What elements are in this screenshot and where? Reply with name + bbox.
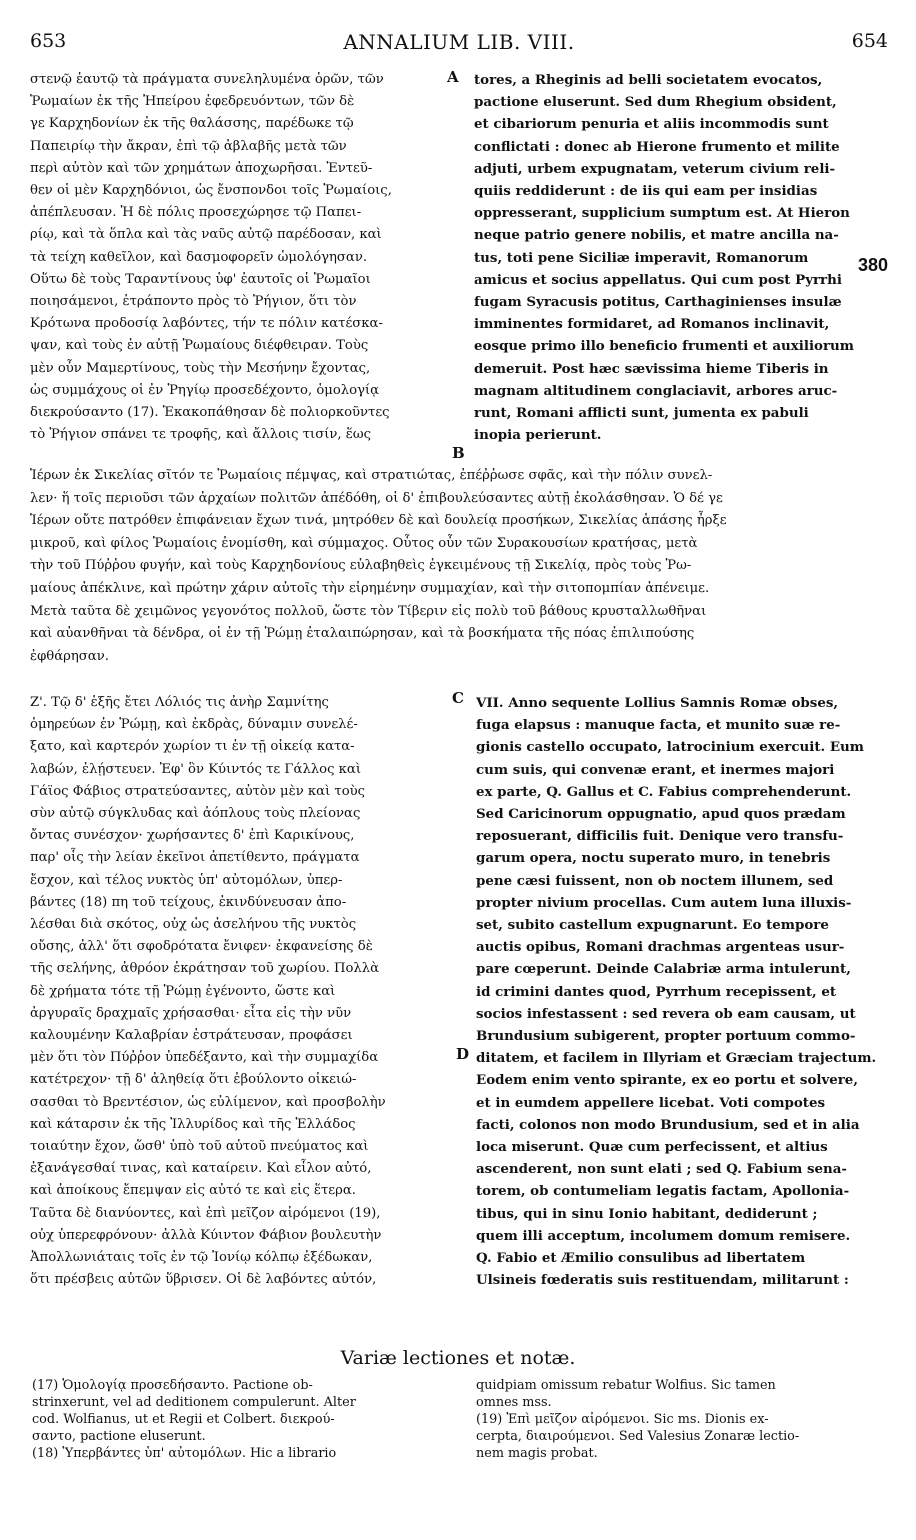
greek-text-line: ὅτι πρέσβεις αὐτῶν ὕβρισεν. Οἱ δὲ λαβόντες αὐτόν, (30, 1272, 377, 1288)
greek-text-line: λαβών, ἐλῄστευεν. Ἐφ' ὃν Κύιντός τε Γάλλος καὶ (30, 761, 362, 777)
greek-text-line: τὰ τείχη καθεῖλον, καὶ δασμοφορεῖν ὡμολόγησαν. (30, 249, 368, 265)
latin-text-line: neque patrio genere nobilis, et matre ancilla na- (474, 227, 839, 244)
latin-column-upper (474, 69, 884, 446)
latin-text-line: conflictati : donec ab Hierone frumento et milite (474, 138, 840, 155)
latin-text-line: tibus, qui in sinu Ionio habitant, dediderunt ; (476, 1205, 818, 1222)
latin-text-line: reposuerant, difficilis fuit. Denique vero transfu- (476, 828, 844, 845)
greek-text-line: οὔσης, ἀλλ' ὅτι σφοδρότατα ἔνιφεν· ἐκφανείσης δὲ (30, 939, 373, 955)
page-number-right: 654 (851, 30, 888, 52)
latin-text-line: et in eumdem appellere licebat. Voti compotes (476, 1094, 826, 1111)
greek-column-lower (30, 692, 455, 1291)
latin-text-line: Ulsineis fœderatis suis restituendam, militarunt : (476, 1272, 849, 1289)
notes-heading: Variæ lectiones et notæ. (340, 1347, 576, 1369)
greek-full-width-paragraph (30, 465, 890, 668)
latin-text-line: Q. Fabio et Æmilio consulibus ad libertatem (476, 1250, 806, 1267)
latin-text-line: pare cœperunt. Deinde Calabriæ arma intulerunt, (476, 961, 851, 978)
notes-right-column (476, 1377, 886, 1462)
greek-text-line: τῆς σελήνης, ἀθρόον ἐκράτησαν τοῦ χωρίου. Πολλὰ (30, 961, 380, 977)
greek-text-line: λεν· ἥ τοῖς περιοῦσι τῶν ἀρχαίων πολιτῶν ἀπέδόθη, οἱ δ' ἐπιβουλεύσαντες αὐτῇ ἐκολάσθησαν. Ὁ δέ γε (30, 490, 723, 506)
latin-text-line: ascenderent, non sunt elati ; sed Q. Fabium sena- (476, 1161, 847, 1178)
latin-text-line: adjuti, urbem expugnatam, veterum civium reli- (474, 160, 836, 177)
greek-text-line: ποιησάμενοι, ἐτράποντο πρὸς τὸ Ῥήγιον, ὅτι τὸν (30, 294, 357, 310)
latin-text-line: garum opera, noctu superato muro, in tenebris (476, 850, 831, 867)
latin-text-line: runt, Romani afflicti sunt, jumenta ex pabuli (474, 405, 809, 422)
latin-text-line: quem illi acceptum, incolumem domum remisere. (476, 1227, 851, 1244)
greek-text-line: περὶ αὐτὸν καὶ τῶν χρημάτων ἀποχωρῆσαι. Ἐντεῦ- (30, 160, 373, 176)
greek-text-line: γε Καρχηδονίων ἐκ τῆς θαλάσσης, παρέδωκε τῷ (30, 116, 354, 132)
latin-text-line: propter nivium procellas. Cum autem luna illuxis- (476, 894, 852, 911)
greek-column-upper (30, 69, 448, 446)
greek-text-line: Ταῦτα δὲ διανύοντες, καὶ ἐπὶ μεῖζον αἰρόμενοι (19), (30, 1205, 381, 1221)
latin-text-line: gionis castello occupato, latrocinium exercuit. Eum (476, 739, 864, 756)
greek-text-line: θεν οἱ μὲν Καρχηδόνιοι, ὡς ἔνσπονδοι τοῖς Ῥωμαίοις, (30, 183, 392, 199)
greek-text-line: σασθαι τὸ Βρεντέσιον, ὡς εὐλίμενον, καὶ προσβολὴν (30, 1094, 386, 1110)
section-letter-a: A (447, 68, 459, 86)
greek-text-line: ψαν, καὶ τοὺς ἐν αὐτῇ Ῥωμαίους διέφθειραν. Τοὺς (30, 338, 369, 354)
greek-text-line: Ἱέρων οὔτε πατρόθεν ἐπιφάνειαν ἔχων τινά, μητρόθεν δὲ καὶ δουλείᾳ προσήκων, Σικελίας ἁπάσης ἦρξε (30, 513, 727, 529)
latin-text-line: cum suis, qui convenæ erant, et inermes majori (476, 761, 835, 778)
greek-text-line: Οὕτω δὲ τοὺς Ταραντίνους ὑφ' ἑαυτοῖς οἱ Ῥωμαῖοι (30, 271, 371, 287)
latin-text-line: ditatem, et facilem in Illyriam et Græciam trajectum. (476, 1050, 877, 1067)
latin-text-line: facti, colonos non modo Brundusium, sed et in alia (476, 1116, 860, 1133)
greek-text-line: σὺν αὐτῷ σύγκλυδας καὶ ἀόπλους τοὺς πλείονας (30, 806, 361, 822)
section-letter-b: B (452, 444, 465, 462)
greek-text-line: μικροῦ, καὶ φίλος Ῥωμαίοις ἐνομίσθη, καὶ σύμμαχος. Οὗτος οὖν τῶν Συρακουσίων κρατήσας, μετὰ (30, 535, 698, 551)
latin-text-line: Brundusium subigerent, propter portuum commo- (476, 1028, 856, 1045)
greek-text-line: λέσθαι διὰ σκότος, οὐχ ὡς ἀσελήνου τῆς νυκτὸς (30, 917, 357, 933)
note-line: strinxerunt, vel ad deditionem compulerunt. Alter (32, 1395, 356, 1410)
greek-text-line: Παπειρίῳ τὴν ἄκραν, ἐπὶ τῷ ἀβλαβῆς μετὰ τῶν (30, 138, 347, 154)
note-line: (17) Ὁμολογίᾳ προσεδήσαντο. Pactione ob- (32, 1378, 313, 1393)
greek-text-line: στενῷ ἑαυτῷ τὰ πράγματα συνεληλυμένα ὁρῶν, τῶν (30, 72, 384, 87)
greek-text-line: ὡς συμμάχους οἱ ἐν Ῥηγίῳ προσεδέχοντο, ὁμολογίᾳ (30, 382, 380, 398)
note-line: omnes mss. (476, 1395, 552, 1410)
note-line: (18) Ὑπερβάντες ὑπ' αὐτομόλων. Hic a librario (32, 1446, 337, 1461)
greek-text-line: ἀργυραῖς δραχμαῖς χρήσασθαι· εἶτα εἰς τὴν νῦν (30, 1005, 352, 1021)
greek-text-line: Ἱέρων ἐκ Σικελίας σῖτόν τε Ῥωμαίοις πέμψας, καὶ στρατιώτας, ἐπέῤῥωσε σφᾶς, καὶ τὴν πόλιν συνελ- (30, 468, 713, 483)
greek-text-line: ἔσχον, καὶ τέλος νυκτὸς ὑπ' αὐτομόλων, ὑπερ- (30, 872, 343, 888)
greek-text-line: παρ' οἷς τὴν λείαν ἐκεῖνοι ἀπετίθεντο, πράγματα (30, 850, 360, 866)
latin-text-line: eosque primo illo beneficio frumenti et auxiliorum (474, 338, 854, 355)
note-line: quidpiam omissum rebatur Wolfius. Sic tamen (476, 1378, 776, 1393)
greek-text-line: τοιαύτην ἔχον, ὥσθ' ὑπὸ τοῦ αὐτοῦ πνεύματος καὶ (30, 1139, 369, 1155)
latin-text-line: demeruit. Post hæc sævissima hieme Tiberis in (474, 360, 829, 377)
greek-text-line: ἐφθάρησαν. (30, 648, 109, 664)
note-line: nem magis probat. (476, 1446, 598, 1461)
greek-text-line: Ἀπολλωνιάταις τοῖς ἐν τῷ Ἰονίῳ κόλπῳ ἐξέδωκαν, (30, 1250, 373, 1266)
greek-text-line: ἀπέπλευσαν. Ἡ δὲ πόλις προσεχώρησε τῷ Παπει- (30, 205, 362, 221)
page-header (30, 30, 888, 60)
greek-text-line: ὄντας συνέσχον· χωρήσαντες δ' ἐπὶ Καρικίνους, (30, 828, 355, 844)
section-letter-c: C (452, 689, 464, 707)
greek-text-line: Ῥωμαίων ἐκ τῆς Ἠπείρου ἐφεδρευόντων, τῶν δὲ (30, 94, 355, 110)
latin-text-line: pene cæsi fuissent, non ob noctem illunem, sed (476, 872, 834, 889)
latin-text-line: amicus et socius appellatus. Qui cum post Pyrrhi (474, 271, 842, 288)
greek-text-line: ὁμηρεύων ἐν Ῥώμῃ, καὶ ἐκδρὰς, δύναμιν συνελέ- (30, 717, 358, 733)
section-letter-d: D (456, 1045, 470, 1063)
note-line: (19) Ἐπὶ μεῖζον αἰρόμενοι. Sic ms. Dionis ex- (476, 1412, 769, 1427)
greek-text-line: Γάϊος Φάβιος στρατεύσαντες, αὐτὸν μὲν καὶ τοὺς (30, 783, 366, 799)
greek-text-line: καὶ κάταρσιν ἐκ τῆς Ἰλλυρίδος καὶ τῆς Ἑλλάδος (30, 1116, 356, 1132)
latin-text-line: magnam altitudinem conglaciavit, arbores aruc- (474, 382, 838, 399)
greek-text-line: ξατο, καὶ καρτερόν χωρίον τι ἐν τῇ οἰκείᾳ κατα- (30, 739, 355, 755)
latin-text-line: fugam Syracusis potitus, Carthaginienses insulæ (474, 294, 842, 311)
greek-text-line: διεκρούσαντο (17). Ἐκακοπάθησαν δὲ πολιορκοῦντες (30, 405, 390, 421)
latin-text-line: set, subito castellum expugnarunt. Eo tempore (476, 917, 829, 934)
notes-left-column (32, 1377, 450, 1462)
greek-text-line: καὶ αὐανθῆναι τὰ δένδρα, οἱ ἐν τῇ Ῥώμῃ ἐταλαιπώρησαν, καὶ τὰ βοσκήματα τῆς πόας ἐπιλιπούσης (30, 626, 695, 642)
greek-text-line: Κρότωνα προδοσίᾳ λαβόντες, τήν τε πόλιν κατέσκα- (30, 316, 383, 332)
latin-text-line: ex parte, Q. Gallus et C. Fabius comprehenderunt. (476, 783, 852, 800)
note-line: cod. Wolfianus, ut et Regii et Colbert. διεκρού- (32, 1412, 335, 1427)
greek-text-line: ἐξανάγεσθαί τινας, καὶ καταίρειν. Καὶ εἷλον αὐτό, (30, 1161, 372, 1177)
note-line: σαντο, pactione eluserunt. (32, 1429, 206, 1444)
greek-text-line: τὸ Ῥήγιον σπάνει τε τροφῆς, καὶ ἄλλοις τισίν, ἕως (30, 427, 372, 443)
latin-text-line: et cibariorum penuria et aliis incommodis sunt (474, 116, 829, 133)
latin-text-line: Sed Caricinorum oppugnatio, apud quos prædam (476, 806, 846, 823)
note-line: cerpta, διαιρούμενοι. Sed Valesius Zonaræ lectio- (476, 1429, 800, 1444)
latin-text-line: loca miserunt. Quæ cum perfecissent, et altius (476, 1139, 828, 1156)
latin-text-line: oppresserant, supplicium sumptum est. At Hieron (474, 205, 850, 222)
greek-text-line: βάντες (18) πη τοῦ τείχους, ἐκινδύνευσαν ἀπο- (30, 894, 347, 910)
latin-text-line: torem, ob contumeliam legatis factam, Apolloniа- (476, 1183, 850, 1200)
greek-text-line: κατέτρεχον· τῇ δ' ἀληθείᾳ ὅτι ἐβούλοντο οἰκειώ- (30, 1072, 357, 1088)
greek-text-line: Ζ'. Τῷ δ' ἑξῆς ἔτει Λόλιός τις ἀνὴρ Σαμνίτης (30, 695, 329, 710)
marginal-page-number: 380 (858, 255, 889, 275)
latin-text-line: fuga elapsus : manuque facta, et munito suæ re- (476, 717, 841, 734)
latin-text-line: imminentes formidaret, ad Romanos inclinavit, (474, 316, 830, 333)
latin-text-line: id crimini dantes quod, Pyrrhum recepissent, et (476, 983, 837, 1000)
greek-text-line: οὐχ ὑπερεφρόνουν· ἀλλὰ Κύιντον Φάβιον βουλευτὴν (30, 1227, 382, 1243)
greek-text-line: καὶ ἀποίκους ἔπεμψαν εἰς αὐτό τε καὶ εἰς ἕτερα. (30, 1183, 356, 1199)
running-title: ANNALIUM LIB. VIII. (343, 30, 575, 54)
greek-text-line: μὲν οὖν Μαμερτίνους, τοὺς τὴν Μεσήνην ἔχοντας, (30, 360, 371, 376)
latin-text-line: Eodem enim vento spirante, ex eo portu et solvere, (476, 1072, 858, 1089)
latin-text-line: tus, toti pene Siciliæ imperavit, Romanorum (474, 249, 809, 266)
greek-text-line: μαίους ἀπέκλινε, καὶ πρώτην χάριν αὐτοῖς τὴν εἰρημένην συμμαχίαν, καὶ τὴν σιτοπομπίαν ἀπένειμε. (30, 580, 710, 596)
greek-text-line: τὴν τοῦ Πύῤῥου φυγήν, καὶ τοὺς Καρχηδονίους εὐλαβηθεὶς ἐγκειμένους τῇ Σικελίᾳ, πρὸς τοὺς Ῥω- (30, 558, 692, 574)
greek-text-line: μὲν ὅτι τὸν Πύῤῥον ὑπεδέξαντο, καὶ τὴν συμμαχίδα (30, 1050, 379, 1066)
greek-text-line: Μετὰ ταῦτα δὲ χειμῶνος γεγονότος πολλοῦ, ὥστε τὸν Τίβεριν εἰς πολὺ τοῦ βάθους κρυσταλλωθῆναι (30, 603, 707, 619)
latin-text-line: quiis reddiderunt : de iis qui eam per insidias (474, 183, 818, 200)
greek-text-line: δὲ χρήματα τότε τῇ Ῥώμῃ ἐγένοντο, ὥστε καὶ (30, 983, 336, 999)
page-number-left: 653 (30, 30, 67, 52)
latin-text-line: socios infestassent : sed revera ob eam causam, ut (476, 1005, 856, 1022)
latin-column-lower (476, 692, 886, 1291)
latin-text-line: tores, a Rheginis ad belli societatem evocatos, (474, 72, 823, 88)
greek-text-line: καλουμένην Καλαβρίαν ἐστράτευσαν, προφάσει (30, 1028, 353, 1044)
latin-text-line: inopia perierunt. (474, 427, 602, 444)
latin-text-line: auctis opibus, Romani drachmas argenteas usur- (476, 939, 845, 956)
latin-text-line: pactione eluserunt. Sed dum Rhegium obsident, (474, 94, 837, 111)
greek-text-line: ρίῳ, καὶ τὰ ὅπλα καὶ τὰς ναῦς αὐτῷ παρέδοσαν, καὶ (30, 227, 382, 243)
latin-text-line: VII. Anno sequente Lollius Samnis Romæ obses, (476, 695, 839, 711)
